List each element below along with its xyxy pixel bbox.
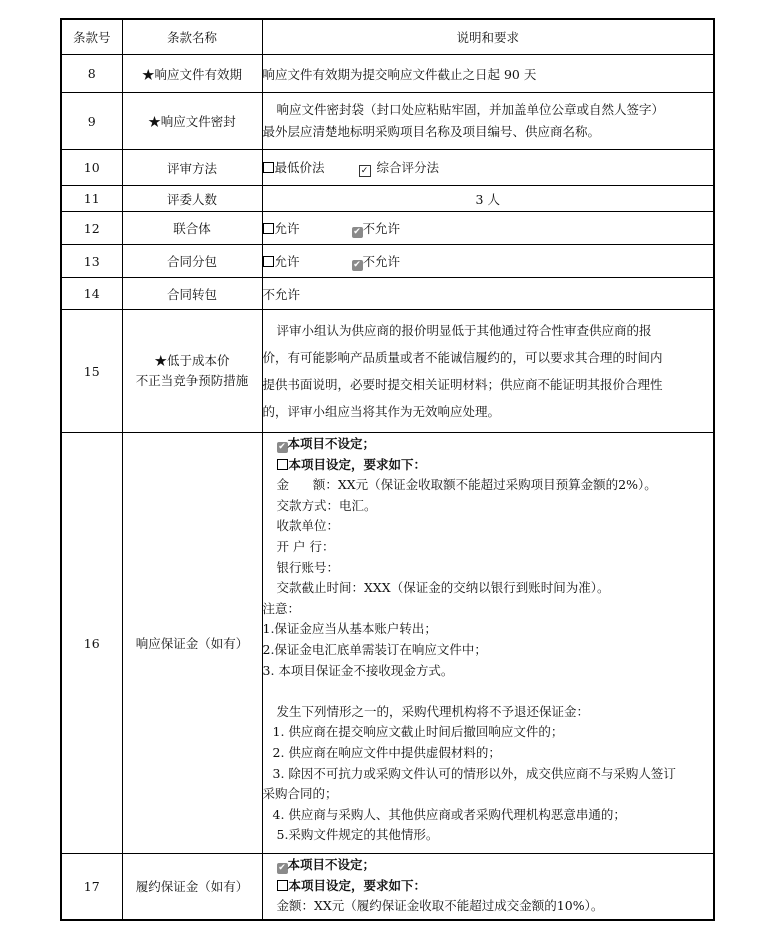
refund-item: 3. 除因不可抗力或采购文件认可的情形以外，成交供应商不与采购人签订	[272, 765, 676, 781]
clause-desc: 3 人	[262, 186, 714, 212]
clause-desc	[262, 433, 714, 854]
deposit-amount: 金 额：XX元（保证金收取额不能超过采购项目预算金额的2%）。	[276, 477, 657, 493]
option-label: 不允许	[362, 253, 401, 269]
table-row	[61, 186, 714, 212]
clause-name	[122, 310, 262, 433]
option-label: 综合评分法	[376, 160, 439, 175]
refund-item: 5.采购文件规定的其他情形。	[276, 827, 439, 843]
clause-desc	[262, 150, 714, 186]
clause-name: 履约保证金（如有）	[122, 854, 262, 920]
deadline: 交款截止时间：XXX（保证金的交纳以银行到账时间为准）。	[276, 580, 610, 596]
checkbox-checked-icon: ✔	[278, 863, 286, 873]
table-row	[61, 245, 714, 278]
clause-no: 10	[61, 150, 122, 186]
option-allow[interactable]	[263, 252, 300, 270]
refund-title: 发生下列情形之一的，采购代理机构将不予退还保证金：	[276, 703, 590, 719]
table-row	[61, 93, 714, 150]
option-not-set[interactable]: ✔ 本项目不设定；	[278, 436, 376, 452]
refund-item: 采购合同的；	[262, 786, 338, 802]
clause-desc	[262, 212, 714, 245]
checkbox-checked-icon: ✔	[353, 259, 361, 270]
option-allow[interactable]	[263, 219, 300, 237]
clause-name: 响应保证金（如有）	[122, 433, 262, 854]
table-row	[61, 854, 714, 920]
refund-item: 2. 供应商在响应文件中提供虚假材料的；	[272, 744, 501, 760]
clause-desc: 响应文件有效期为提交响应文件截止之日起 90 天	[262, 55, 714, 93]
clause-name-line: 不正当竞争预防措施	[135, 373, 249, 388]
note-item: 2.保证金电汇底单需装订在响应文件中；	[262, 641, 487, 657]
checkbox-unchecked-icon	[263, 162, 274, 173]
clause-name: 评委人数	[122, 186, 262, 212]
clause-name: 评审方法	[122, 150, 262, 186]
clause-desc	[262, 93, 714, 150]
checkbox-checked-icon: ✔	[353, 226, 361, 237]
desc-line: 提供书面说明，必要时提交相关证明材料；供应商不能证明其报价合理性	[262, 377, 663, 392]
clause-no: 15	[61, 310, 122, 433]
option-not-set[interactable]: ✔ 本项目不设定；	[278, 857, 376, 873]
clause-no: 12	[61, 212, 122, 245]
header-description: 说明和要求	[262, 19, 714, 55]
header-row	[61, 19, 714, 55]
option-label: 允许	[274, 253, 300, 269]
desc-line: 最外层应清楚地标明采购项目名称及项目编号、供应商名称。	[262, 124, 601, 139]
note-item: 1.保证金应当从基本账户转出；	[262, 621, 437, 637]
checkbox-unchecked-icon	[277, 880, 288, 891]
clause-no: 11	[61, 186, 122, 212]
desc-line: 的，评审小组应当将其作为无效响应处理。	[262, 404, 501, 419]
payee: 收款单位：	[276, 518, 340, 534]
clause-desc	[262, 854, 714, 920]
checkbox-checked-icon: ✓	[359, 165, 371, 177]
note-title: 注意：	[262, 600, 301, 616]
account: 银行账号：	[276, 559, 340, 575]
checkbox-unchecked-icon	[277, 459, 288, 470]
desc-line: 价，有可能影响产品质量或者不能诚信履约的，可以要求其合理的时间内	[262, 350, 663, 365]
clause-name: ★响应文件密封	[122, 93, 262, 150]
option-label: 允许	[274, 220, 300, 236]
clause-no: 16	[61, 433, 122, 854]
option-label: 不允许	[362, 220, 401, 236]
table-row	[61, 278, 714, 310]
option-label: 最低价法	[274, 160, 325, 175]
note-item: 3. 本项目保证金不接收现金方式。	[262, 662, 454, 678]
clause-name-line: ★低于成本价	[154, 353, 230, 368]
clause-name: 合同分包	[122, 245, 262, 278]
clause-desc	[262, 310, 714, 433]
clause-no: 14	[61, 278, 122, 310]
clause-no: 9	[61, 93, 122, 150]
clause-name: ★响应文件有效期	[122, 55, 262, 93]
refund-item: 4. 供应商与采购人、其他供应商或者采购代理机构恶意串通的；	[272, 806, 626, 822]
option-disallow[interactable]	[352, 252, 401, 271]
table-row	[61, 310, 714, 433]
clause-name: 合同转包	[122, 278, 262, 310]
table-row	[61, 212, 714, 245]
option-set[interactable]: 本项目设定，要求如下：	[263, 455, 711, 476]
table-row	[61, 433, 714, 854]
payment-method: 交款方式：电汇。	[276, 497, 377, 513]
clause-table	[60, 18, 715, 921]
checkbox-unchecked-icon	[263, 256, 274, 267]
desc-line: 响应文件密封袋（封口处应粘贴牢固，并加盖单位公章或自然人签字）	[276, 102, 665, 117]
clause-name: 联合体	[122, 212, 262, 245]
clause-desc: 不允许	[262, 278, 714, 310]
checkbox-unchecked-icon	[263, 223, 274, 234]
clause-no: 13	[61, 245, 122, 278]
option-disallow[interactable]	[352, 219, 401, 238]
option-lowest-price[interactable]	[263, 158, 325, 176]
option-set[interactable]: 本项目设定，要求如下：	[263, 876, 711, 897]
bank: 开 户 行：	[276, 538, 335, 554]
option-comprehensive[interactable]	[359, 158, 440, 177]
desc-line: 评审小组认为供应商的报价明显低于其他通过符合性审查供应商的报	[276, 323, 652, 338]
table-row	[61, 150, 714, 186]
header-clause-no: 条款号	[61, 19, 122, 55]
checkbox-checked-icon: ✔	[278, 442, 286, 452]
refund-item: 1. 供应商在提交响应文截止时间后撤回响应文件的；	[272, 724, 564, 740]
performance-amount: 金额：XX元（履约保证金收取不能超过成交金额的10%）。	[276, 898, 604, 914]
clause-no: 17	[61, 854, 122, 920]
clause-no: 8	[61, 55, 122, 93]
header-clause-name: 条款名称	[122, 19, 262, 55]
table-row	[61, 55, 714, 93]
clause-desc	[262, 245, 714, 278]
